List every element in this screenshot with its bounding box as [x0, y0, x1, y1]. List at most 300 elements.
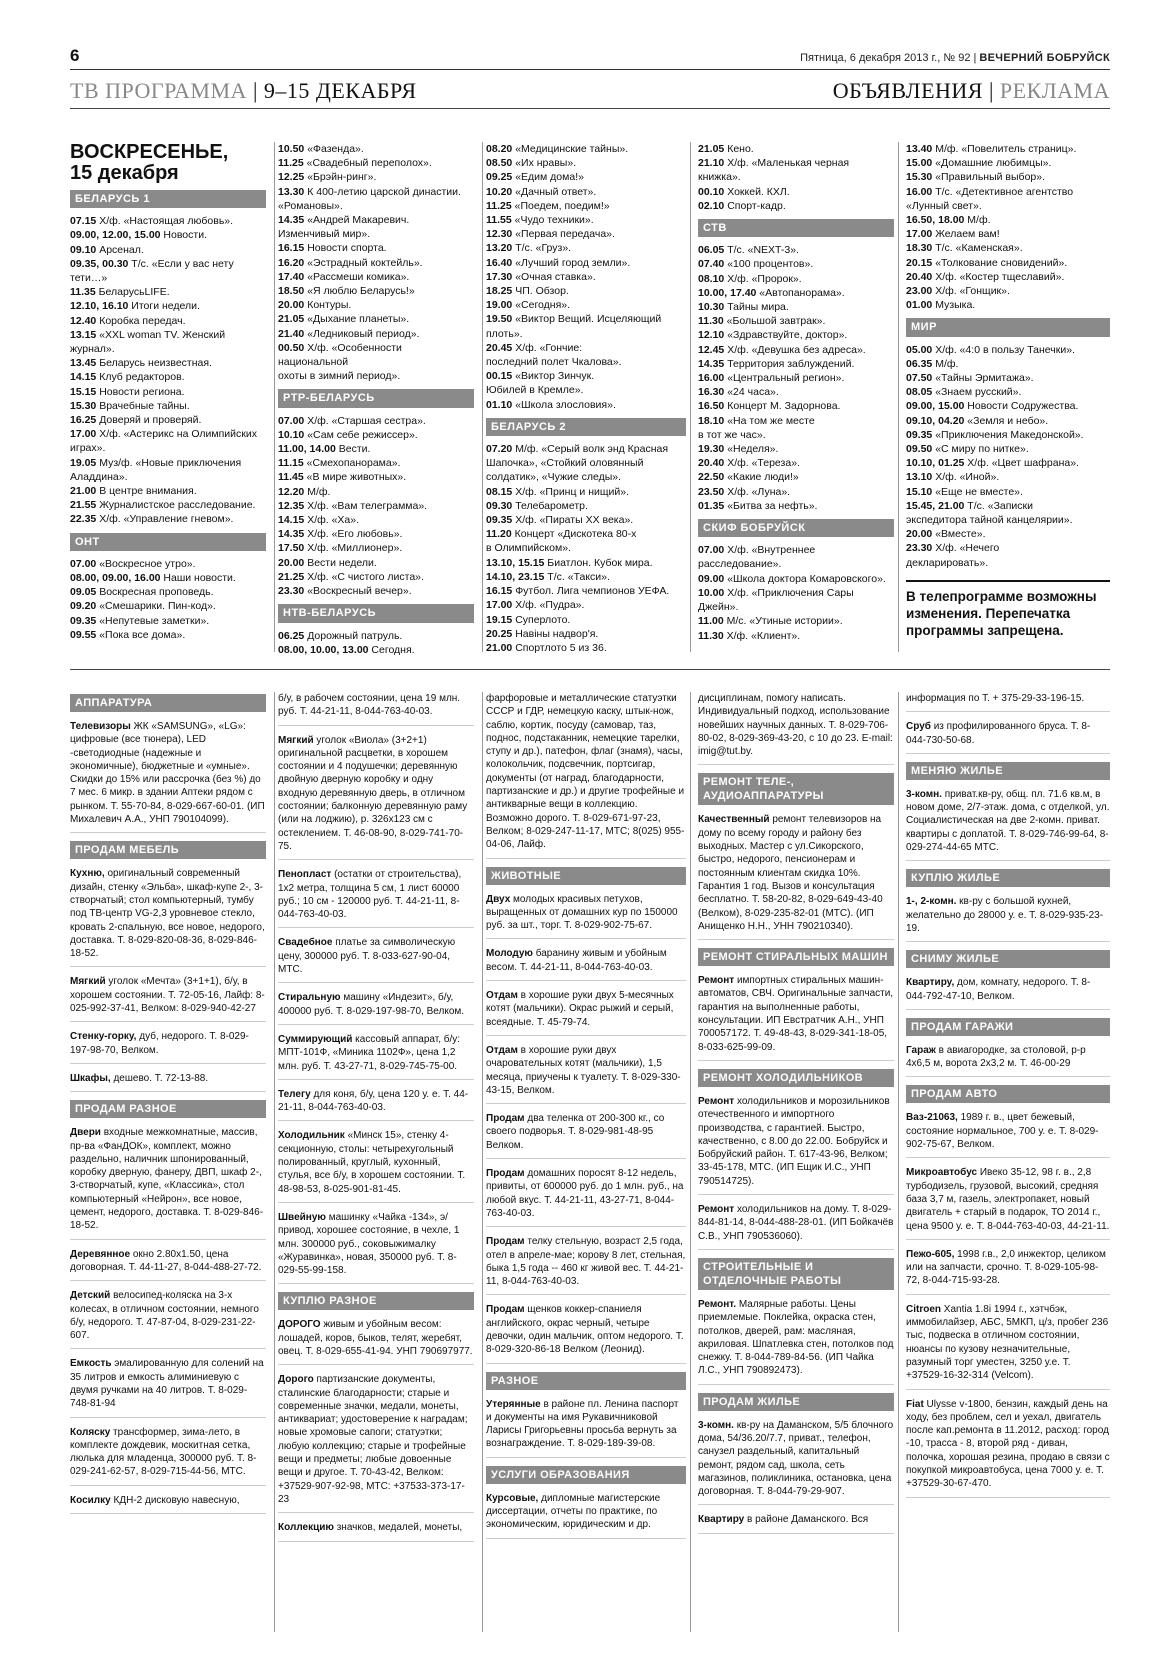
- listing-title: Доверяй и проверяй.: [96, 414, 202, 427]
- listing-title: «Автопанорама».: [756, 286, 845, 299]
- listing-time: 11.25: [278, 157, 304, 170]
- tv-listing: [698, 543, 894, 557]
- tv-listing: [906, 170, 1110, 184]
- ad-lead: Коллекцию: [278, 1522, 334, 1534]
- tv-listing: [698, 357, 894, 371]
- classified-ad: [906, 720, 1110, 754]
- listing-time: 11.25: [486, 199, 512, 212]
- channel-header: СТВ: [698, 219, 894, 237]
- classified-ad: [486, 1112, 686, 1159]
- tv-listing: [278, 629, 474, 643]
- tv-listing: [486, 499, 686, 513]
- listing-time: 19.00: [486, 299, 513, 312]
- listing-time: 15.15: [70, 385, 97, 398]
- listing-title: Х/ф. «Его любовь».: [304, 528, 403, 541]
- tv-listing: [698, 142, 894, 156]
- ads-category-header: РЕМОНТ ХОЛОДИЛЬНИКОВ: [698, 1069, 894, 1087]
- listing-time: 08.00, 10.00, 13.00: [278, 643, 369, 656]
- listing-title: экспедитора тайной канцелярии».: [906, 514, 1073, 527]
- ads-category-header: ПРОДАМ ГАРАЖИ: [906, 1018, 1110, 1036]
- classified-ad: [278, 692, 474, 726]
- listing-time: 18.10: [698, 414, 725, 427]
- listing-title: «Смехопанорама».: [303, 457, 401, 470]
- ad-lead: Мягкий: [278, 734, 314, 746]
- paper-name: ВЕЧЕРНИЙ БОБРУЙСК: [979, 52, 1110, 64]
- tv-listing: [486, 613, 686, 627]
- page-number: 6: [70, 46, 80, 65]
- ad-lead: Коляску: [70, 1426, 111, 1438]
- listing-title: Аладдина».: [70, 470, 128, 483]
- tv-col-divider: [690, 142, 691, 652]
- tv-listing: [486, 470, 686, 484]
- listing-time: 00.10: [698, 185, 725, 198]
- tv-listing: [278, 199, 474, 213]
- classified-ad: [278, 734, 474, 861]
- listing-title: «Приключения Македонской».: [932, 428, 1084, 441]
- listing-title: Журналистское расследование.: [96, 499, 256, 512]
- ad-lead: ДОРОГО: [278, 1319, 321, 1331]
- tv-listing: [278, 541, 474, 555]
- listing-title: плоть».: [486, 327, 523, 340]
- tv-listing: [70, 441, 266, 455]
- tv-listing: [906, 142, 1110, 156]
- classified-ad: [906, 692, 1110, 712]
- listing-time: 23.00: [906, 285, 933, 298]
- listing-time: 17.40: [278, 270, 305, 283]
- tv-listing: [70, 370, 266, 384]
- classified-ad: [70, 1126, 266, 1239]
- ad-text: окно 2.80х1.50, цена договорная. Т. 44-11-27, 8-044-488-27-72.: [70, 1248, 262, 1273]
- listing-title: Воскресная проповедь.: [96, 586, 214, 599]
- listing-time: 11.30: [698, 629, 724, 642]
- classified-ad: [698, 1298, 894, 1385]
- ad-lead: Косилку: [70, 1494, 111, 1506]
- tv-listing: [698, 314, 894, 328]
- tv-col-divider: [482, 142, 483, 652]
- tv-column-1: [70, 142, 266, 642]
- ad-text: уголок «Виола» (3+2+1) оригинальной расцветки, в хорошем состоянии и 4 подушечки; деревянную двойную дверную коробку и одну входную деревянную дверь, в отличном состоянии; балконную деревянную раму (или на лоджию), р. 326х123 см с остеклением. Т. 46-08-90, 8-029-741-70-75.: [278, 734, 468, 852]
- listing-time: 11.15: [278, 457, 304, 470]
- section-left: [70, 78, 417, 104]
- listing-time: 21.25: [278, 570, 305, 583]
- listing-time: 12.10, 16.10: [70, 300, 129, 313]
- ads-category-header: ЖИВОТНЫЕ: [486, 867, 686, 885]
- listing-title: Муз/ф. «Новые приключения: [96, 456, 242, 469]
- ad-text: Ulysse v-1800, бензин, каждый день на ходу, без проблем, сел и уехал, двигатель после кап.ремонта в 11.2012, расход: город -10, трасса - 8, второй ряд - диван, полочка, хорошая резина, продаю в связи с покупкой микроавтобуса, цена 7000 у. е. Т. +37529-30-67-470.: [906, 1398, 1110, 1490]
- ad-text: фарфоровые и металлические статуэтки СССР и ГДР, немецкую каску, штык-нож, саблю, кортик, посуду (самовар, таз, поднос, подстаканник, немецкие тарелки, ступу и др.), патефон, флаг (знамя), часы, колокольчик, подсвечник, портсигар, документы (от наград, благодарности, партизанские и др.) и другие трофейные и антикварные вещи в коллекцию. Возможно дорого. Т. 8-029-671-97-23, Велком; 8-029-247-11-17, МТС; 8(025) 955-04-06, Лайф.: [486, 693, 685, 851]
- ad-text: ЖК «SAMSUNG», «LG»: цифровые (все тюнера), LED -светодиодные (надежные и экономичные), бюджетные и «умные». Скидки до 15% или рассрочка (без %) до 7 мес. 6 микр. в здании Аптеки рядом с рынком. Т. 55-70-84, 8-029-667-60-01. (ИП Михалевич А.А., УНП 790104099).: [70, 721, 265, 826]
- listing-time: 14.15: [278, 514, 305, 527]
- listing-time: 07.20: [486, 443, 513, 456]
- tv-listing: [70, 342, 266, 356]
- listing-title: «Сам себе режиссер».: [304, 428, 418, 441]
- tv-listing: [698, 257, 894, 271]
- listing-title: «Какие люди!»: [724, 471, 799, 484]
- tv-listing: [486, 369, 686, 383]
- ad-text: холодильников и морозильников отечественного и импортного производства, с гарантией. Быстро, качественно, с 8.00 до 22.00. Бобруйск и Бобруйский район. Т. 617-43-96, Велком; 33-45-178, МТС. (ИП Ещик И.С., УНП 790514725).: [698, 1095, 890, 1187]
- classified-ads: [70, 692, 1110, 1632]
- tv-listing: [906, 227, 1110, 241]
- listing-time: 07.00: [70, 557, 97, 570]
- listing-title: Т/с. «Груз».: [512, 242, 572, 255]
- ad-lead: Отдам: [486, 1044, 518, 1056]
- classified-ad: [698, 813, 894, 940]
- classified-ad: [486, 1398, 686, 1458]
- listing-time: 07.15: [70, 215, 97, 228]
- listing-time: 21.55: [70, 499, 97, 512]
- tv-listing: [698, 399, 894, 413]
- tv-listing: [486, 213, 686, 227]
- tv-listing: [278, 485, 474, 499]
- ad-lead: Шкафы,: [70, 1072, 111, 1084]
- tv-listing: [486, 298, 686, 312]
- ad-lead: Ремонт: [698, 1095, 735, 1107]
- listing-title: «Лунный свет».: [906, 199, 982, 212]
- ad-lead: Гараж: [906, 1044, 936, 1056]
- listing-time: 20.40: [698, 457, 725, 470]
- listing-time: 17.00: [906, 228, 933, 241]
- ad-lead: Микроавтобус: [906, 1167, 978, 1179]
- ad-lead: Ремонт.: [698, 1298, 737, 1310]
- listing-title: «С миру по нитке».: [932, 443, 1029, 456]
- tv-listing: [486, 199, 686, 213]
- tv-listing: [486, 256, 686, 270]
- listing-title: играх».: [70, 442, 106, 455]
- ad-text: партизанские документы, сталинские благодарности; старые и современные значки, медали, монеты, антиквариат; удостоверение к наградам; новые хромовые сапоги; статуэтки; любую коллекцию; старые и трофейные вещи и предметы; любые довоенные вещи и другое. Т. 70-43-42, Велком: +37529-907-92-98, МТС: +37533-373-17-23: [278, 1374, 468, 1505]
- listing-time: 09.35: [486, 514, 513, 527]
- listing-title: Новости.: [160, 229, 207, 242]
- listing-time: 09.35: [70, 614, 97, 627]
- listing-title: М/ф.: [932, 357, 959, 370]
- ad-text: трансформер, зима-лето, в комплекте дождевик, москитная сетка, люлька для младенца, 300000 руб. Т. 8-029-241-62-57, 8-029-715-44-56, МТС.: [70, 1426, 257, 1478]
- section-left-sep: |: [246, 78, 264, 103]
- ad-text: (остатки от строительства), 1х2 метра, толщина 5 см, 1 лист 60000 руб.; 10 см - 120000 руб. Т. 44-21-11, 8-044-763-40-03.: [278, 869, 462, 921]
- tv-listing: [70, 599, 266, 613]
- ad-lead: Пежо-605,: [906, 1248, 955, 1260]
- ads-column-5: [906, 692, 1110, 1506]
- ad-lead: Молодую: [486, 948, 533, 960]
- listing-title: «Тайны Эрмитажа».: [932, 372, 1034, 385]
- ad-text: в хорошие руки двух 5-месячных котят (мальчики). Окрас рыжий и серый, всеядные. Т. 45-79-74.: [486, 990, 674, 1028]
- listing-time: 16.15: [486, 585, 513, 598]
- tv-listing: [486, 142, 686, 156]
- ad-lead: Стенку-горку,: [70, 1031, 137, 1043]
- listing-time: 16.30: [698, 386, 725, 399]
- listing-title: Беларусь неизвестная.: [96, 357, 212, 370]
- ad-lead: Продам: [486, 1236, 525, 1248]
- tv-column-4: [698, 142, 894, 643]
- tv-listing: [906, 298, 1110, 312]
- classified-ad: [906, 1248, 1110, 1295]
- tv-listing: [906, 241, 1110, 255]
- listing-time: 10.20: [486, 185, 513, 198]
- listing-time: 17.30: [486, 270, 513, 283]
- tv-listing: [698, 371, 894, 385]
- listing-title: Х/ф. «Тереза».: [724, 457, 800, 470]
- listing-title: Т/с. «NEXT-3».: [724, 244, 799, 257]
- tv-listing: [906, 199, 1110, 213]
- listing-title: Х/ф. «Нечего: [932, 542, 1000, 555]
- listing-time: 10.10: [278, 428, 305, 441]
- tv-listing: [70, 628, 266, 642]
- listing-title: «Воскресное утро».: [96, 557, 196, 570]
- tv-listing: [70, 214, 266, 228]
- listing-time: 15.00: [906, 157, 933, 170]
- tv-listing: [70, 385, 266, 399]
- listing-time: 21.00: [486, 641, 513, 654]
- tv-listing: [698, 629, 894, 643]
- listing-time: 23.30: [906, 542, 933, 555]
- tv-listing: [278, 227, 474, 241]
- tv-listing: [278, 643, 474, 657]
- listing-title: «Фазенда».: [304, 143, 364, 155]
- classified-ad: [278, 991, 474, 1025]
- tv-listing: [698, 600, 894, 614]
- listing-title: М/ф. «Серый волк энд Красная: [512, 443, 669, 456]
- ad-text: холодильников на дому. Т. 8-029-844-81-14, 8-044-488-28-01. (ИП Бойкачёв С.В., УНП 790536060).: [698, 1204, 894, 1242]
- tv-listing: [278, 513, 474, 527]
- classified-ad: [278, 1521, 474, 1541]
- ad-text: в авиагородке, за столовой, р-р 4х6,5 м, ворота 2х3,2 м. Т. 46-00-29: [906, 1044, 1086, 1070]
- ads-col-divider: [898, 692, 899, 1632]
- listing-title: «Первая передача».: [512, 228, 615, 241]
- listing-title: Х/ф. «Цвет шафрана».: [964, 457, 1079, 470]
- tv-listing: [70, 585, 266, 599]
- classified-ad: [70, 1494, 266, 1514]
- tv-listing: [698, 499, 894, 513]
- listing-time: 20.00: [906, 528, 933, 541]
- tv-listing: [906, 270, 1110, 284]
- tv-listing: [278, 369, 474, 383]
- channel-header: НТВ-БЕЛАРУСЬ: [278, 604, 474, 622]
- ad-lead: 3-комн.: [698, 1419, 734, 1431]
- listing-time: 11.55: [486, 214, 512, 227]
- listing-time: 20.40: [906, 270, 933, 283]
- ad-text: живым и убойным весом: лошадей, коров, быков, телят, жеребят, овец. Т. 8-029-655-41-94. УНП 790697977.: [278, 1319, 473, 1357]
- ad-text: машинку «Чайка -134», э/привод, хорошее состояние, в чехле, 1 млн. 300000 руб., соковыжималку «Журавинка», новая, 350000 руб. Т. 8-029-55-99-158.: [278, 1211, 460, 1277]
- ad-text: кв-ру на Даманском, 5/5 блочного дома, 54/36.20/7.7, приват., телефон, санузел раздельный, капитальный ремонт, рядом сад, школа, сеть магазинов, поликлиника, остановка, цена договорная. Т. 8-044-79-29-907.: [698, 1419, 894, 1498]
- listing-title: «Непутевые заметки».: [96, 614, 210, 627]
- ads-category-header: КУПЛЮ ЖИЛЬЕ: [906, 869, 1110, 887]
- listing-time: 08.10: [698, 272, 725, 285]
- tv-listing: [278, 270, 474, 284]
- listing-time: 10.30: [698, 301, 725, 314]
- listing-time: 09.35: [906, 428, 933, 441]
- listing-title: «Виктор Зинчук.: [512, 370, 595, 383]
- tv-listing: [698, 328, 894, 342]
- listing-title: М/ф.: [964, 214, 991, 227]
- ad-text: баранину живым и убойным весом. Т. 44-21-11, 8-044-763-40-03.: [486, 948, 667, 973]
- tv-listing: [906, 185, 1110, 199]
- listing-time: 18.30: [906, 242, 933, 255]
- listing-time: 18.50: [278, 285, 305, 298]
- classified-ad: [486, 1303, 686, 1363]
- classified-ad: [698, 1203, 894, 1250]
- ads-column-2: [278, 692, 474, 1550]
- classified-ad: [486, 1235, 686, 1295]
- listing-title: журнал».: [70, 343, 115, 356]
- ads-category-header: РЕМОНТ ТЕЛЕ-, АУДИОАППАРАТУРЫ: [698, 773, 894, 805]
- tv-listing: [906, 156, 1110, 170]
- ad-lead: Курсовые,: [486, 1492, 539, 1504]
- tv-listing: [906, 256, 1110, 270]
- listing-title: Х/ф. «Управление гневом».: [96, 513, 234, 526]
- classified-ad: [278, 1033, 474, 1080]
- tv-listing: [698, 300, 894, 314]
- ad-text: щенков коккер-спаниеля английского, окрас черный, четыре девочки, один мальчик, оптом недорого. Т. 8-029-320-86-18 Велком (Леонид).: [486, 1304, 684, 1356]
- listing-title: В центре внимания.: [96, 485, 197, 498]
- listing-title: Х/ф. «Миллионер».: [304, 542, 403, 555]
- tv-col-divider: [898, 142, 899, 652]
- tv-listing: [698, 614, 894, 628]
- listing-title: «В мире животных».: [303, 471, 407, 484]
- tv-listing: [70, 328, 266, 342]
- listing-time: 16.25: [70, 414, 97, 427]
- ad-text: велосипед-коляска на 3-х колесах, в отличном состоянии, немного б/у, недорого. Т. 47-87-04, 8-029-231-22-607.: [70, 1290, 259, 1342]
- ad-text: б/у, в рабочем состоянии, цена 19 млн. руб. Т. 44-21-11, 8-044-763-40-03.: [278, 693, 461, 718]
- tv-listing: [486, 641, 686, 655]
- tv-listing: [70, 243, 266, 257]
- listing-title: «Эстрадный коктейль».: [304, 256, 423, 269]
- ad-lead: Деревянное: [70, 1248, 131, 1260]
- classified-ad: [906, 788, 1110, 861]
- listing-time: 21.00: [70, 485, 97, 498]
- ads-category-header: ПРОДАМ ЖИЛЬЕ: [698, 1393, 894, 1411]
- listing-title: Желаем вам!: [932, 228, 1000, 241]
- ad-lead: Квартиру,: [906, 977, 955, 989]
- listing-time: 12.30: [486, 228, 513, 241]
- tv-listing: [698, 428, 894, 442]
- listing-title: К 400-летию царской династии.: [304, 185, 461, 198]
- ad-lead: Кухню,: [70, 868, 105, 880]
- listing-time: 16.20: [278, 256, 305, 269]
- tv-column-5: [906, 142, 1110, 639]
- listing-title: Т/с. «Такси».: [544, 570, 610, 583]
- listing-title: «Дачный ответ».: [512, 185, 597, 198]
- listing-time: 11.45: [278, 471, 304, 484]
- tv-listing: [486, 383, 686, 397]
- listing-title: «24 часа».: [724, 386, 779, 399]
- ad-lead: Холодильник: [278, 1130, 345, 1142]
- tv-listing: [70, 299, 266, 313]
- listing-title: Врачебные тайны.: [96, 399, 190, 412]
- ads-col-divider: [482, 692, 483, 1632]
- listing-time: 13.45: [70, 357, 97, 370]
- listing-time: 21.05: [698, 143, 725, 155]
- listing-time: 00.15: [486, 370, 513, 383]
- ads-category-header: ПРОДАМ РАЗНОЕ: [70, 1100, 266, 1118]
- ad-lead: 3-комн.: [906, 788, 942, 800]
- listing-time: 02.10: [698, 199, 725, 212]
- tv-listing: [698, 414, 894, 428]
- listing-title: Территория заблуждений.: [724, 357, 855, 370]
- listing-title: Х/ф. «Старшая сестра».: [304, 414, 426, 427]
- listing-title: «Брэйн-ринг».: [304, 171, 377, 184]
- listing-title: Х/ф. «Луна».: [724, 485, 791, 498]
- listing-title: «Медицинские тайны».: [512, 143, 629, 155]
- ads-column-1: [70, 692, 266, 1522]
- classified-ad: [906, 1111, 1110, 1158]
- tv-column-2: [278, 142, 474, 657]
- tv-listing: [278, 341, 474, 369]
- tv-listing: [486, 456, 686, 470]
- listing-time: 01.10: [486, 398, 513, 411]
- ad-lead: Детский: [70, 1290, 111, 1302]
- listing-time: 09.10, 04.20: [906, 414, 965, 427]
- tv-listing: [698, 170, 894, 184]
- listing-time: 12.40: [70, 314, 97, 327]
- tv-listing: [906, 399, 1110, 413]
- tv-listing: [486, 398, 686, 412]
- tv-listing: [486, 442, 686, 456]
- classified-ad: [486, 947, 686, 981]
- tv-listing: [278, 428, 474, 442]
- ad-text: в районе Даманского. Вся: [744, 1514, 869, 1526]
- listing-time: 09.10: [70, 243, 97, 256]
- listing-title: «Битва за нефть».: [724, 499, 818, 512]
- listing-title: Спортлото 5 из 36.: [512, 641, 607, 654]
- issue-date: Пятница, 6 декабря 2013 г., № 92: [800, 52, 971, 64]
- listing-title: тети…»: [70, 272, 108, 285]
- tv-listing: [486, 556, 686, 570]
- ad-text: два теленка от 200-300 кг., со своего подворья. Т. 8-029-981-48-95 Велком.: [486, 1113, 665, 1151]
- ad-text: дипломные магистерские диссертации, отчеты по практике, по экономическим, юридическим и др.: [486, 1492, 661, 1531]
- listing-title: последний полет Чкалова».: [486, 356, 622, 369]
- tv-listing: [486, 270, 686, 284]
- listing-title: Концерт «Дискотека 80-х: [511, 528, 637, 541]
- listing-time: 09.20: [70, 600, 97, 613]
- listing-time: 07.00: [698, 544, 725, 557]
- listing-title: «Здравствуйте, доктор».: [724, 329, 848, 342]
- tv-listing: [70, 470, 266, 484]
- channel-header: ОНТ: [70, 533, 266, 551]
- tv-listing: [70, 614, 266, 628]
- listing-time: 09.55: [70, 628, 97, 641]
- listing-title: Футбол. Лига чемпионов УЕФА.: [512, 585, 670, 598]
- listing-time: 01.35: [698, 499, 725, 512]
- listing-time: 13.10, 15.15: [486, 556, 545, 569]
- section-right-b: РЕКЛАМА: [999, 78, 1110, 103]
- listing-time: 08.05: [906, 386, 933, 399]
- ad-text: телку стельную, возраст 2,5 года, отел в апреле-мае; корову 8 лет, стельная, быка 1,5 года -- 460 кг живой вес. Т. 44-21-11, 8-044-763-40-03.: [486, 1236, 686, 1288]
- listing-title: «Смешарики. Пин-код».: [96, 600, 216, 613]
- ad-text: дом, комнату, недорого. Т. 8-044-792-47-10, Велком.: [906, 977, 1091, 1002]
- ads-category-header: АППАРАТУРА: [70, 694, 266, 712]
- listing-title: «Андрей Макаревич.: [304, 214, 410, 227]
- tv-listing: [698, 456, 894, 470]
- channel-header: РТР-БЕЛАРУСЬ: [278, 389, 474, 407]
- ad-text: платье за символическую цену, 300000 руб. Т. 8-033-627-90-04, МТС.: [278, 937, 456, 976]
- listing-title: «Центральный регион».: [724, 372, 845, 385]
- tv-listing: [278, 213, 474, 227]
- tv-listing: [70, 285, 266, 299]
- listing-time: 16.15: [278, 242, 305, 255]
- tv-listing: [486, 541, 686, 555]
- tv-listing: [486, 598, 686, 612]
- listing-time: 09.00: [698, 572, 725, 585]
- listing-time: 20.00: [278, 556, 305, 569]
- tv-listing: [906, 456, 1110, 470]
- listing-title: «Домашние любимцы».: [932, 157, 1052, 170]
- listing-time: 14.15: [70, 371, 97, 384]
- tv-listing: [486, 284, 686, 298]
- listing-title: «На том же месте: [724, 414, 815, 427]
- tv-listing: [698, 243, 894, 257]
- program-notice: В телепрограмме возможны изменения. Перепечатка программы запрещена.: [906, 580, 1110, 639]
- listing-time: 21.40: [278, 327, 305, 340]
- classified-ad: [278, 1088, 474, 1122]
- tv-listing: [906, 527, 1110, 541]
